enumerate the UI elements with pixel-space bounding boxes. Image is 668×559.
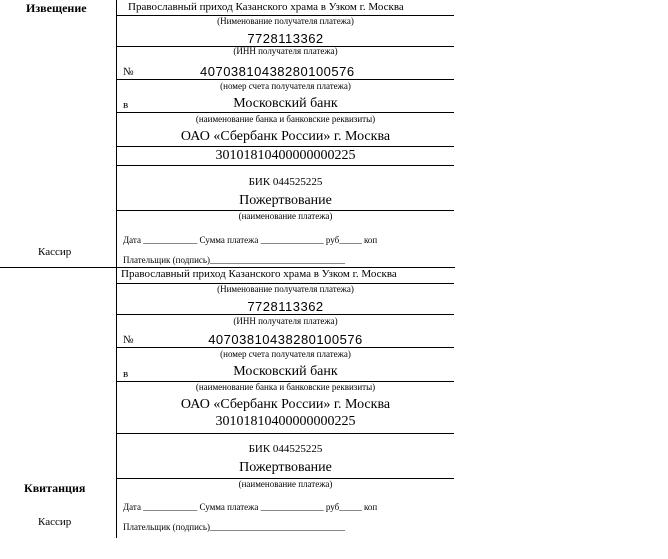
receipt-account-prefix: № (123, 334, 134, 346)
notice-bank-caption: (наименование банка и банковские реквизиты) (195, 114, 376, 124)
receipt-inn-caption: (ИНН получателя платежа) (233, 316, 338, 326)
receipt-account-caption: (номер счета получателя платежа) (220, 349, 351, 359)
receipt-account-rule (117, 347, 454, 348)
notice-bank-prefix: в (123, 99, 129, 111)
receipt-corr-rule (117, 433, 454, 434)
notice-bank-full-rule (117, 146, 454, 147)
receipt-account: 40703810438280100576 (208, 332, 363, 347)
notice-label: Извещение (26, 1, 87, 15)
notice-payee-caption: (Нименование получателя платежа) (217, 16, 354, 26)
notice-payer-signature: Плательщик (подпись)______________________________ (123, 255, 346, 265)
receipt-cashier-label: Кассир (38, 516, 72, 528)
receipt-payer-signature: Плательщик (подпись)______________________________ (123, 522, 346, 532)
notice-payee: Православный приход Казанского храма в Узком г. Москва (128, 1, 404, 13)
notice-inn: 7728113362 (247, 31, 324, 46)
notice-corr-account: 30101810400000000225 (215, 148, 356, 163)
receipt-label: Квитанция (24, 481, 86, 495)
receipt-purpose: Пожертвование (239, 460, 332, 475)
notice-cashier-label: Кассир (38, 246, 72, 258)
notice-corr-rule (117, 165, 454, 166)
notice-inn-caption: (ИНН получателя платежа) (233, 46, 338, 56)
receipt-bank: Московский банк (233, 364, 338, 379)
receipt-bank-prefix: в (123, 368, 129, 380)
receipt-inn-rule (117, 314, 454, 315)
notice-account-prefix: № (123, 66, 134, 78)
notice-account-caption: (номер счета получателя платежа) (220, 81, 351, 91)
receipt-date-sum-line: Дата ____________ Сумма платежа ______________ руб_____ коп (123, 502, 378, 512)
receipt-payee-caption: (Нименование получателя платежа) (217, 284, 354, 294)
receipt-bik: БИК 044525225 (248, 443, 323, 455)
notice-account-rule (117, 79, 454, 80)
receipt-purpose-caption: (наименование платежа) (238, 479, 333, 489)
notice-date-sum-line: Дата ____________ Сумма платежа ______________ руб_____ коп (123, 235, 378, 245)
receipt-bank-caption: (наименование банка и банковские реквизиты) (195, 382, 376, 392)
notice-bik: БИК 044525225 (248, 176, 323, 188)
notice-account: 40703810438280100576 (200, 64, 355, 79)
receipt-payee: Православный приход Казанского храма в Узком г. Москва (121, 268, 397, 280)
receipt-inn: 7728113362 (247, 299, 324, 314)
notice-bank-rule (117, 112, 454, 113)
notice-bank-full: ОАО «Сбербанк России» г. Москва (180, 129, 391, 144)
receipt-bank-full: ОАО «Сбербанк России» г. Москва (180, 397, 391, 412)
receipt-corr-account: 30101810400000000225 (215, 414, 356, 429)
notice-purpose-caption: (наименование платежа) (238, 211, 333, 221)
notice-bank: Московский банк (233, 96, 338, 111)
notice-purpose: Пожертвование (239, 193, 332, 208)
